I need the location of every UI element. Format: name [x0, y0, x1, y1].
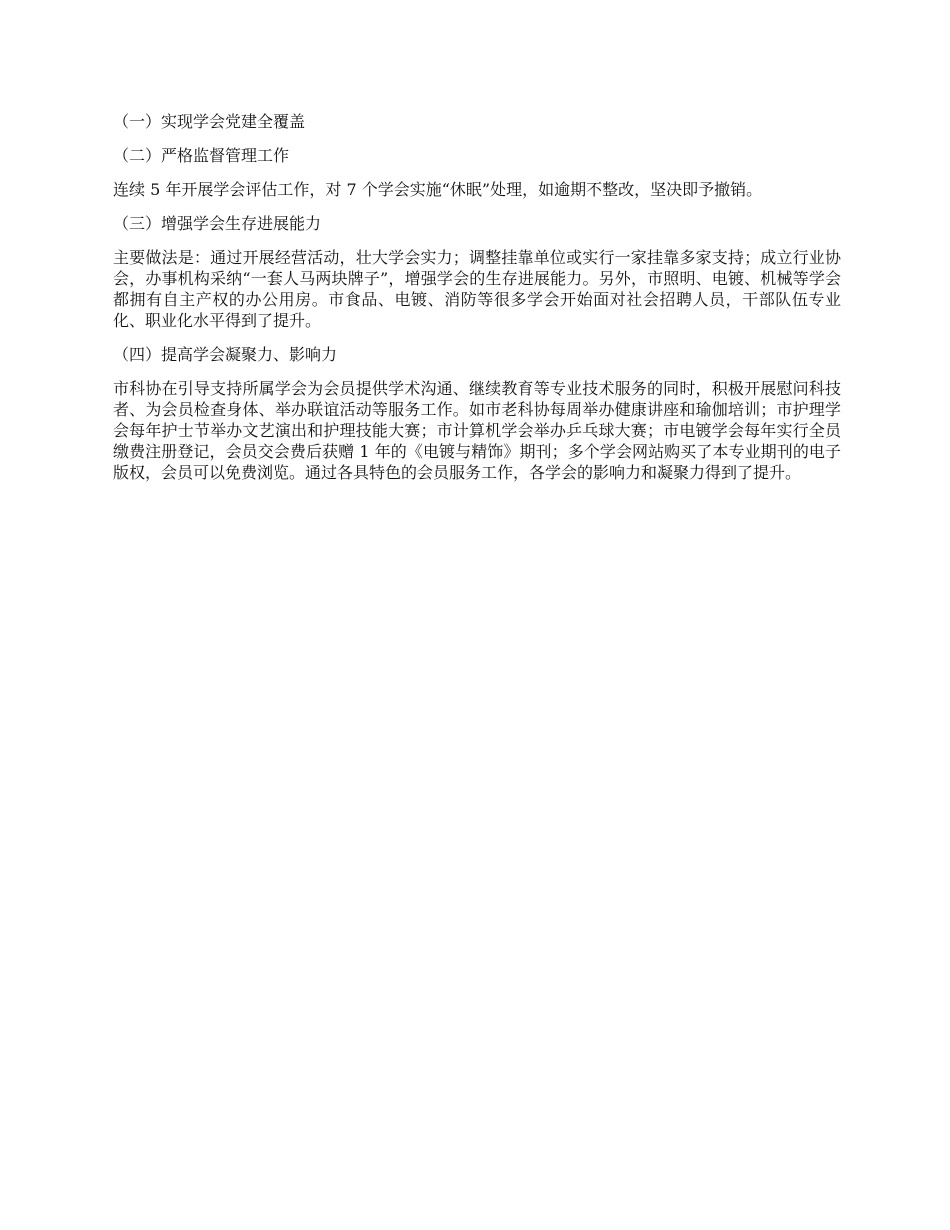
section-2-heading: （二）严格监督管理工作 — [113, 146, 290, 165]
section-1-heading: （一）实现学会党建全覆盖 — [113, 112, 306, 131]
section-4-heading: （四）提高学会凝聚力、影响力 — [113, 345, 338, 364]
section-2-body: 连续 5 年开展学会评估工作，对 7 个学会实施“休眠”处理，如逾期不整改，坚决即予撤销。 — [113, 180, 763, 199]
section-4-body: 市科协在引导支持所属学会为会员提供学术沟通、继续教育等专业技术服务的同时，积极开展慰问科技者、为会员检查身体、举办联谊活动等服务工作。如市老科协每周举办健康讲座和瑜伽培训；市护理学会每年护士节举办文艺演出和护理技能大赛；市计算机学会举办乒乓球大赛；市电镀学会每年实行全员缴费注册登记，会员交会费后获赠 1 年的《电镀与精饰》期刊；多个学会网站购买了本专业期刊的电子版权，会员可以免费浏览。通过各具特色的会员服务工作，各学会的影响力和凝聚力得到了提升。 — [113, 379, 841, 482]
document-page — [113, 111, 841, 496]
section-3-body: 主要做法是：通过开展经营活动，壮大学会实力；调整挂靠单位或实行一家挂靠多家支持；成立行业协会，办事机构采纳“一套人马两块牌子”，增强学会的生存进展能力。另外，市照明、电镀、机械等学会都拥有自主产权的办公用房。市食品、电镀、消防等很多学会开始面对社会招聘人员，干部队伍专业化、职业化水平得到了提升。 — [113, 248, 841, 330]
section-3-heading: （三）增强学会生存进展能力 — [113, 214, 322, 233]
